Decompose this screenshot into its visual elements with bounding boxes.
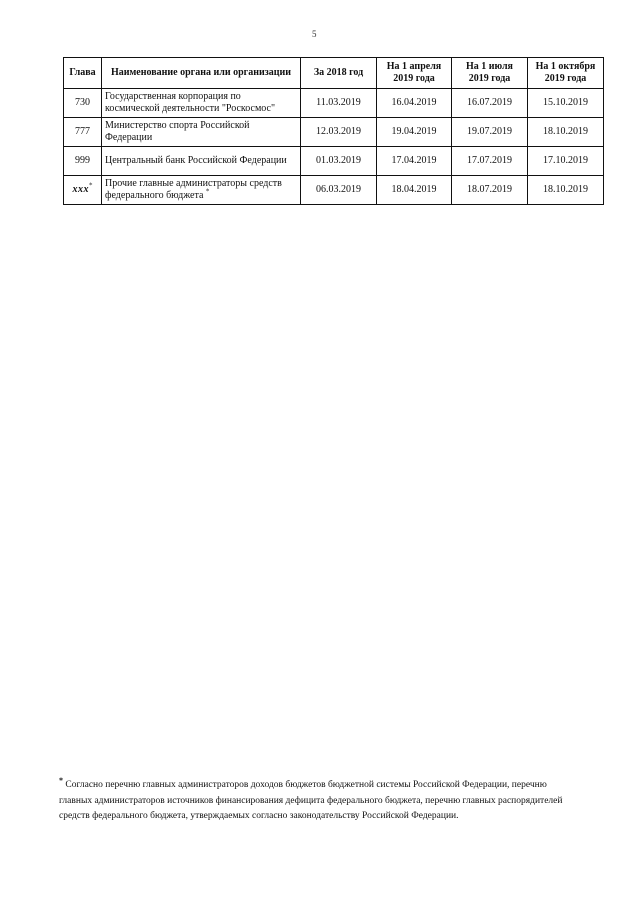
date-october: 15.10.2019 bbox=[528, 89, 604, 118]
footnote-text: Согласно перечню главных администраторов доходов бюджетов бюджетной системы Российской Федерации, перечню главных администраторов источников финансирования дефицита федерального бюджета, перечню главных распорядителей средств федерального бюджета, утверждаемых согласно законодательству Российской Федерации. bbox=[59, 780, 563, 821]
chapter-code: xxx bbox=[72, 184, 89, 195]
chapter-code: 777 bbox=[64, 118, 102, 147]
footnote-marker: * bbox=[89, 181, 93, 190]
header-organization-name: Наименование органа или организации bbox=[102, 58, 301, 89]
footnote bbox=[59, 775, 579, 825]
date-april: 16.04.2019 bbox=[377, 89, 452, 118]
date-july: 17.07.2019 bbox=[452, 147, 528, 176]
date-october: 18.10.2019 bbox=[528, 118, 604, 147]
date-april: 19.04.2019 bbox=[377, 118, 452, 147]
header-july-1: На 1 июля 2019 года bbox=[452, 58, 528, 89]
table-row bbox=[64, 89, 604, 118]
table-row bbox=[64, 176, 604, 205]
table-row bbox=[64, 118, 604, 147]
chapter-code: 999 bbox=[64, 147, 102, 176]
date-october: 17.10.2019 bbox=[528, 147, 604, 176]
organization-name: Государственная корпорация по космической деятельности "Роскосмос" bbox=[102, 89, 301, 118]
date-2018: 12.03.2019 bbox=[301, 118, 377, 147]
table-header-row bbox=[64, 58, 604, 89]
footnote-marker: * bbox=[205, 187, 210, 196]
date-april: 18.04.2019 bbox=[377, 176, 452, 205]
organization-name: Центральный банк Российской Федерации bbox=[102, 147, 301, 176]
date-july: 16.07.2019 bbox=[452, 89, 528, 118]
date-october: 18.10.2019 bbox=[528, 176, 604, 205]
date-july: 19.07.2019 bbox=[452, 118, 528, 147]
chapter-code: 730 bbox=[64, 89, 102, 118]
footnote-marker: * bbox=[59, 775, 63, 785]
organization-name: Министерство спорта Российской Федерации bbox=[102, 118, 301, 147]
organization-name-cell bbox=[102, 176, 301, 205]
date-2018: 01.03.2019 bbox=[301, 147, 377, 176]
page-number: 5 bbox=[312, 29, 317, 39]
date-2018: 06.03.2019 bbox=[301, 176, 377, 205]
header-code: Глава bbox=[64, 58, 102, 89]
date-2018: 11.03.2019 bbox=[301, 89, 377, 118]
header-april-1: На 1 апреля 2019 года bbox=[377, 58, 452, 89]
date-july: 18.07.2019 bbox=[452, 176, 528, 205]
header-october-1: На 1 октября 2019 года bbox=[528, 58, 604, 89]
date-april: 17.04.2019 bbox=[377, 147, 452, 176]
organization-name: Прочие главные администраторы средств федерального бюджета bbox=[105, 178, 282, 201]
reporting-deadlines-table bbox=[63, 57, 604, 205]
chapter-code-cell bbox=[64, 176, 102, 205]
header-for-2018: За 2018 год bbox=[301, 58, 377, 89]
table-row bbox=[64, 147, 604, 176]
